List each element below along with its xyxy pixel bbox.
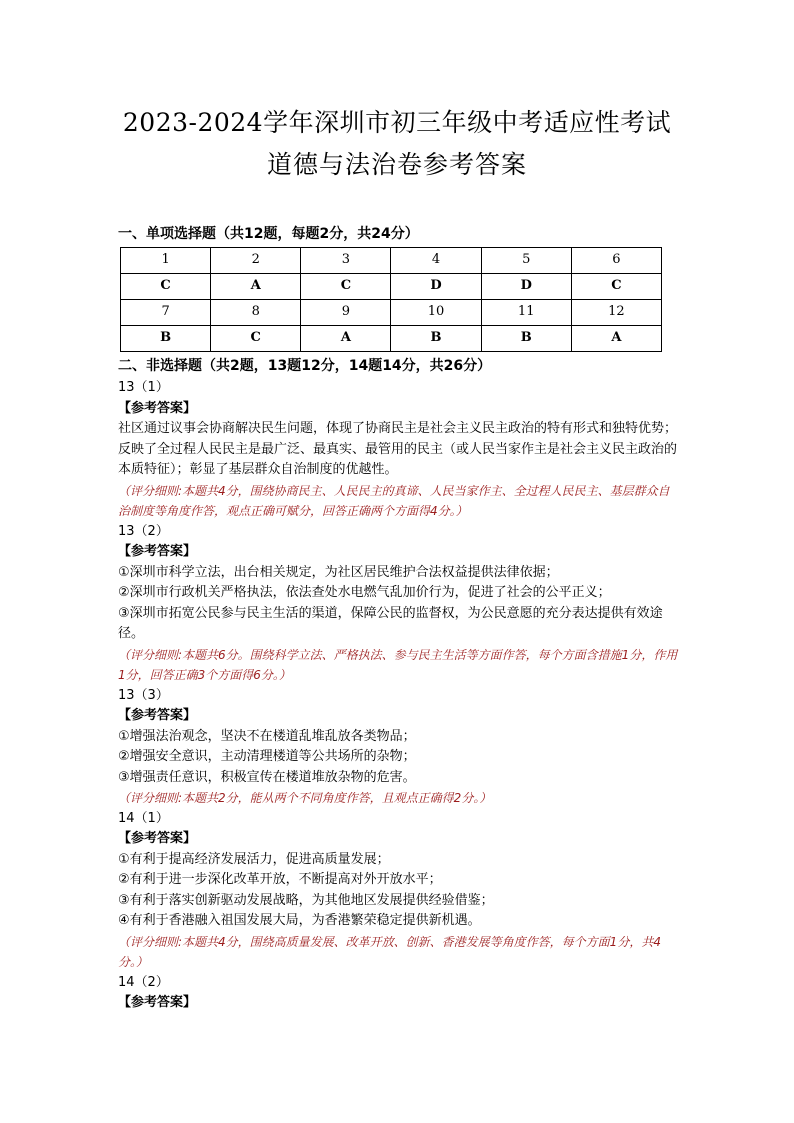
table-row xyxy=(121,274,662,300)
question-number: 12 xyxy=(571,300,661,326)
answer-line: ②增强安全意识，主动清理楼道等公共场所的杂物； xyxy=(118,749,416,764)
question-label: 13（1） xyxy=(118,380,169,395)
section2-heading: 二、非选择题（共2题，13题12分，14题14分，共26分） xyxy=(118,358,492,374)
answer-cell: A xyxy=(301,326,391,352)
question-number: 1 xyxy=(121,248,211,274)
scoring-note: （评分细则:本题共4分，围绕协商民主、人民民主的真谛、人民当家作主、全过程人民民主、基层群众自治制度等角度作答，观点正确可赋分，回答正确两个方面得4分。） xyxy=(118,483,670,518)
question-number: 6 xyxy=(571,248,661,274)
question-number: 2 xyxy=(211,248,301,274)
scoring-note: （评分细则:本题共4分，围绕高质量发展、改革开放、创新、香港发展等角度作答，每个方面1分，共4分。） xyxy=(118,934,661,969)
scoring-note: （评分细则:本题共2分，能从两个不同角度作答，且观点正确得2分。） xyxy=(118,791,492,805)
answer-line: ①增强法治观念，坚决不在楼道乱堆乱放各类物品； xyxy=(118,728,416,744)
question-number: 9 xyxy=(301,300,391,326)
answer-label: 【参考答案】 xyxy=(118,400,197,416)
question-number: 7 xyxy=(121,300,211,326)
question-label: 14（2） xyxy=(118,974,169,990)
answer-cell: A xyxy=(571,326,661,352)
answer-table xyxy=(120,247,662,352)
answer-label: 【参考答案】 xyxy=(118,544,197,559)
answer-cell: C xyxy=(301,274,391,300)
question-number: 5 xyxy=(481,248,571,274)
table-row xyxy=(121,326,662,352)
answer-line: ②深圳市行政机关严格执法，依法查处水电燃气乱加价行为，促进了社会的公平正义； xyxy=(118,585,611,600)
scoring-note: （评分细则:本题共6分。围绕科学立法、严格执法、参与民主生活等方面作答，每个方面含措施1分，作用1分，回答正确3个方面得6分。） xyxy=(118,647,678,682)
question-label: 13（2） xyxy=(118,523,169,539)
answer-cell: C xyxy=(571,274,661,300)
question-number: 3 xyxy=(301,248,391,274)
table-row xyxy=(121,300,662,326)
question-number: 11 xyxy=(481,300,571,326)
answer-cell: C xyxy=(121,274,211,300)
answer-line: ③增强责任意识，积极宣传在楼道堆放杂物的危害。 xyxy=(118,769,416,785)
answer-label: 【参考答案】 xyxy=(118,995,197,1010)
question-number: 8 xyxy=(211,300,301,326)
answer-line: ②有利于进一步深化改革开放，不断提高对外开放水平； xyxy=(118,872,442,887)
answer-cell: B xyxy=(391,326,481,352)
question-number: 10 xyxy=(391,300,481,326)
answer-line: ③有利于落实创新驱动发展战略，为其他地区发展提供经验借鉴； xyxy=(118,892,494,908)
question-number: 4 xyxy=(391,248,481,274)
document-body xyxy=(118,222,678,1014)
answer-text: 社区通过议事会协商解决民生问题，体现了协商民主是社会主义民主政治的特有形式和独特优势；反映了全过程人民民主是最广泛、最真实、最管用的民主（或人民当家作主是社会主义民主政治的本质特征）；彰显了基层群众自治制度的优越性。 xyxy=(118,421,678,477)
answer-label: 【参考答案】 xyxy=(118,831,197,846)
answer-line: ③深圳市拓宽公民参与民主生活的渠道，保障公民的监督权，为公民意愿的充分表达提供有效途径。 xyxy=(118,605,663,641)
answer-cell: B xyxy=(481,326,571,352)
answer-cell: D xyxy=(481,274,571,300)
document-subtitle: 道德与法治卷参考答案 xyxy=(266,150,527,179)
answer-line: ①深圳市科学立法，出台相关规定，为社区居民维护合法权益提供法律依据； xyxy=(118,564,559,580)
section1-heading: 一、单项选择题（共12题，每题2分，共24分） xyxy=(118,226,419,242)
answer-line: ①有利于提高经济发展活力，促进高质量发展； xyxy=(118,851,390,867)
answer-cell: B xyxy=(121,326,211,352)
document-title: 2023-2024学年深圳市初三年级中考适应性考试 xyxy=(122,108,672,137)
answer-label: 【参考答案】 xyxy=(118,708,197,723)
answer-cell: C xyxy=(211,326,301,352)
answer-cell: D xyxy=(391,274,481,300)
table-row xyxy=(121,248,662,274)
question-label: 14（1） xyxy=(118,810,169,826)
question-label: 13（3） xyxy=(118,687,169,703)
answer-line: ④有利于香港融入祖国发展大局，为香港繁荣稳定提供新机遇。 xyxy=(118,913,481,928)
answer-cell: A xyxy=(211,274,301,300)
